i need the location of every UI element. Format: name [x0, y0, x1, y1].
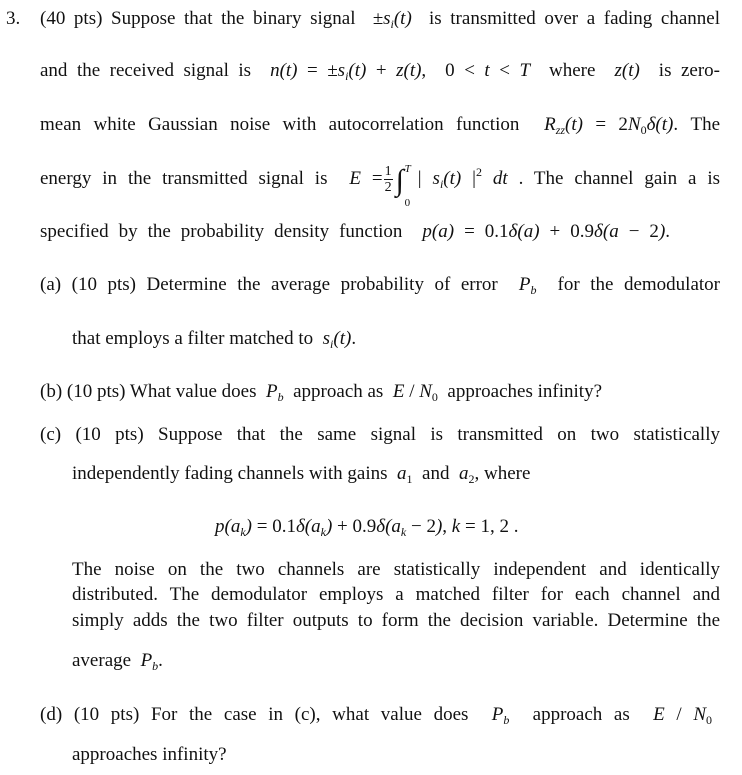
problem-line-3: mean white Gaussian noise with autocorrelation function $R_{zz}(t) = 2N_0\delta(t)$. The [40, 114, 721, 137]
problem-line-2: and the received signal is $n(t) = \pm s_i(t) + z(t)$, 0 < t < T where z(t) is zero- [40, 60, 721, 83]
part-c-para-1: The noise on the two channels are statistically independent and identically [72, 559, 720, 580]
part-c-line-2: independently fading channels with gains $a_1$ and $a_2$, where [72, 463, 531, 486]
part-b-line-1: (b) (10 pts) What value does $P_b$ approach as E / $N_0$ approaches infinity? [40, 381, 603, 404]
part-d-line-2: approaches infinity? [72, 744, 227, 765]
problem-line-1: (40 pts) Suppose that the binary signal $\pm s_i(t)$ is transmitted over a fading channel [40, 8, 720, 31]
part-c-para-2: distributed. The demodulator employs a matched filter for each channel and [72, 584, 720, 605]
part-a-line-2: that employs a filter matched to $s_i(t)$. [72, 328, 357, 351]
part-c-para-4: average $P_b$. [72, 650, 163, 673]
part-c-para-3: simply adds the two filter outputs to form the decision variable. Determine the [72, 610, 720, 631]
part-a-line-1: (a) (10 pts) Determine the average probability of error $P_b$ for the demodulator [40, 274, 720, 297]
part-d-line-1: (d) (10 pts) For the case in (c), what value does $P_b$ approach as E / $N_0$ [40, 704, 712, 727]
part-c-line-1: (c) (10 pts) Suppose that the same signal is transmitted on two statistically [40, 424, 720, 445]
problem-line-4: energy in the transmitted signal is E = $\frac{1}{2}$ ∫ T 0 | $s_i(t)$ $|^2$ dt . The channel gain a is [40, 162, 721, 209]
problem-line-5: specified by the probability density function p(a) = 0.1δ(a) + 0.9δ(a − 2). [40, 221, 671, 242]
problem-number: 3. [6, 8, 21, 29]
part-c-equation: $p(a_k) = 0.1\delta(a_k) + 0.9\delta(a_k - 2)$, k = 1, 2 . [215, 516, 519, 539]
